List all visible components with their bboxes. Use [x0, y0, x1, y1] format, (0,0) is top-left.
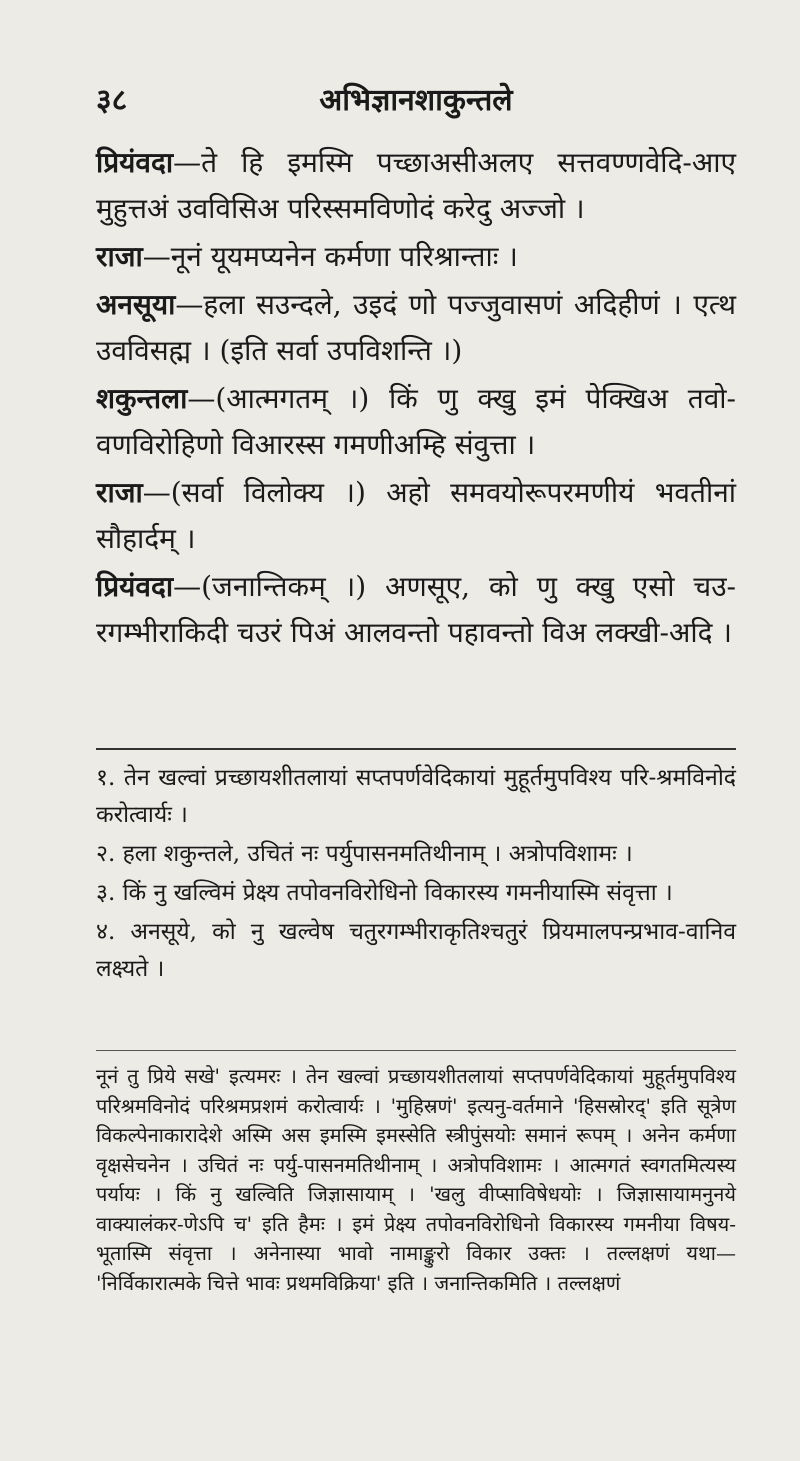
speech-text: —(आत्मगतम् ।) किं णु क्खु इमं पेक्खिअ तवो-वणविरोहिणो विआरस्स गमणीअम्हि संवुत्ता ।: [96, 382, 736, 461]
page-header: [96, 78, 736, 122]
page-number: ३८: [96, 83, 128, 118]
running-title: अभिज्ञानशाकुन्तले: [319, 83, 513, 118]
speaker-name: अनसूया: [96, 288, 176, 321]
speech-line: [96, 282, 736, 374]
speech-line: [96, 140, 736, 232]
speech-text: —नूनं यूयमप्यनेन कर्मणा परिश्रान्ताः ।: [142, 240, 518, 273]
speaker-name: राजा: [96, 240, 143, 273]
speech-line: [96, 564, 736, 656]
speaker-name: राजा: [96, 476, 143, 509]
speech-line: [96, 470, 736, 562]
speech-text: —ते हि इमस्मि पच्छाअसीअलए सत्तवण्णवेदि-आए मुहुत्तअं उवविसिअ परिस्समविणोदं करेदु अज्जो ।: [96, 146, 736, 225]
speaker-name: प्रियंवदा: [96, 146, 174, 179]
speaker-name: शकुन्तला: [96, 382, 188, 415]
commentary-divider: [96, 1050, 736, 1051]
speech-line: [96, 234, 736, 280]
footnote: २. हला शकुन्तले, उचितं नः पर्युपासनमतिथीनाम् । अत्रोपविशामः ।: [96, 841, 633, 867]
speech-text: —हला सउन्दले, उइदं णो पज्जुवासणं अदिहीणं । एत्थ उवविसह्म । (इति सर्वा उपविशन्ति ।): [96, 288, 736, 367]
play-text: [96, 140, 736, 658]
footnote-divider: [96, 748, 736, 750]
footnote: ३. किं नु खल्विमं प्रेक्ष्य तपोवनविरोधिनो विकारस्य गमनीयास्मि संवृत्ता ।: [96, 880, 673, 906]
speech-line: [96, 376, 736, 468]
footnotes: [96, 760, 736, 990]
commentary-text: नूनं तु प्रिये सखे' इत्यमरः । तेन खल्वां प्रच्छायशीतलायां सप्तपर्णवेदिकायां मुहूर्तमुपविश्य परिश्रमविनोदं परिश्रमप्रशमं करोत्वार्यः । 'मुहिस्रणं' इत्यनु-वर्तमाने 'हिसस्रोरद्' इति सूत्रेण विकल्पेनाकारादेशे अस्मि अस इमस्मि इमस्सेति स्त्रीपुंसयोः समानं रूपम् । अनेन कर्मणा वृक्षसेचनेन । उचितं नः पर्यु-पासनमतिथीनाम् । अत्रोपविशामः । आत्मगतं स्वगतमित्यस्य पर्यायः । किं नु खल्विति जिज्ञासायाम् । 'खलु वीप्साविषेधयोः । जिज्ञासायामनुनये वाक्यालंकर-णेऽपि च' इति हैमः । इमं प्रेक्ष्य तपोवनविरोधिनो विकारस्य गमनीया विषय-भूतास्मि संवृत्ता । अनेनास्या भावो नामाङ्कुरो विकार उक्तः । तल्लक्षणं यथा— 'निर्विकारात्मके चित्ते भावः प्रथमविक्रिया' इति । जनान्तिकमिति । तल्लक्षणं: [96, 1064, 736, 1295]
footnote: १. तेन खल्वां प्रच्छायशीतलायां सप्तपर्णवेदिकायां मुहूर्तमुपविश्य परि-श्रमविनोदं करोत्वार्यः ।: [96, 765, 736, 828]
speech-text: —(जनान्तिकम् ।) अणसूए, को णु क्खु एसो चउ-रगम्भीराकिदी चउरं पिअं आलवन्तो पहावन्तो विअ लक्खी-अदि ।: [96, 570, 736, 649]
footnote: ४. अनसूये, को नु खल्वेष चतुरगम्भीराकृतिश्चतुरं प्रियमालपन्प्रभाव-वानिव लक्ष्यते ।: [96, 919, 736, 982]
speaker-name: प्रियंवदा: [96, 570, 174, 603]
speech-text: —(सर्वा विलोक्य ।) अहो समवयोरूपरमणीयं भवतीनां सौहार्दम् ।: [96, 476, 736, 555]
